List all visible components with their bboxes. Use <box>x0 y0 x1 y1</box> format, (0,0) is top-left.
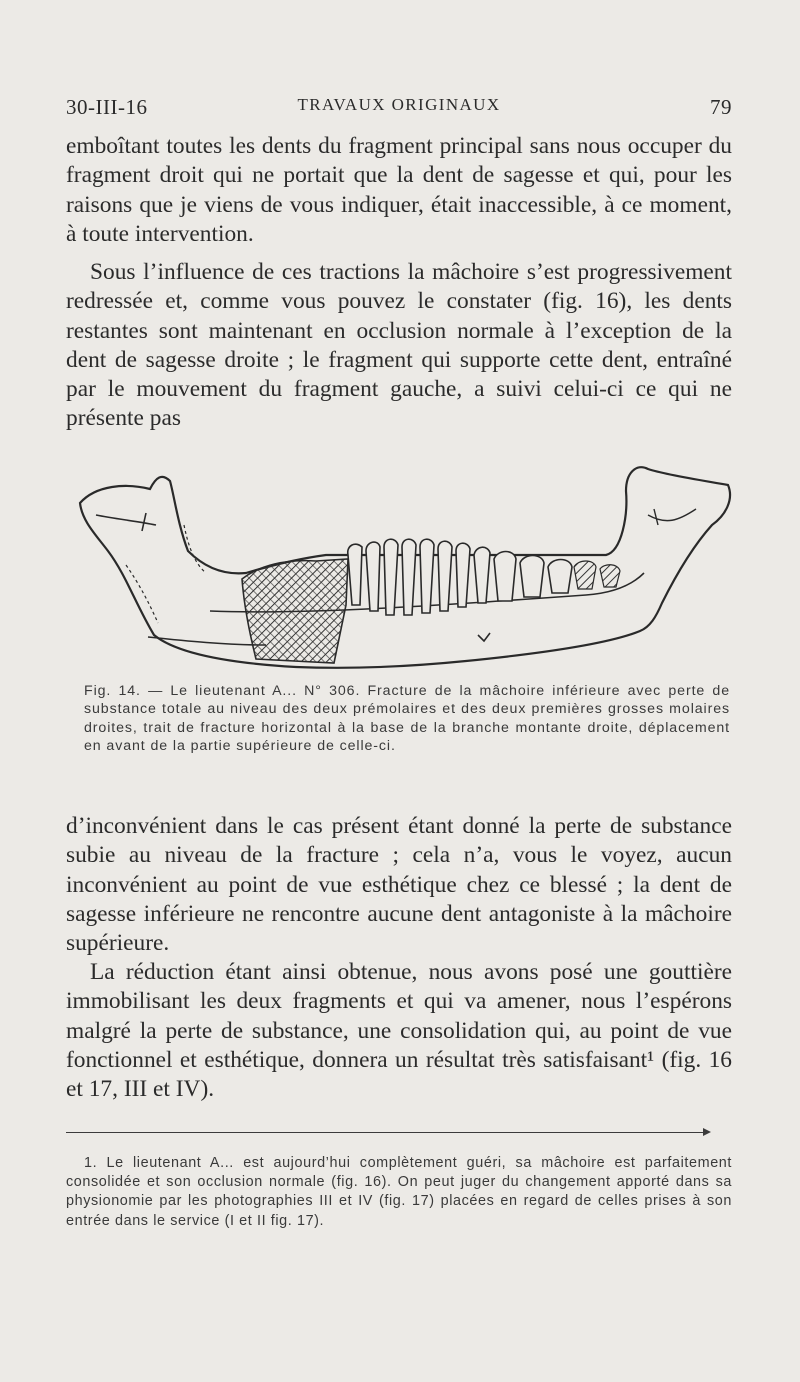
footnote-rule <box>66 1132 708 1133</box>
header-date: 30-III-16 <box>66 95 148 119</box>
jaw-fracture-figure <box>66 455 736 680</box>
footnote-text: 1. Le lieutenant A... est aujourd’hui complètement guéri, sa mâchoire est parfaitement consolidée et son occlusion normale (fig. 16). On peut juger du changement apporté dans sa physionomie par les photographies III et IV (fig. 17) placées en regard de celles prises à son entrée dans le service (I et II fig. 17). <box>66 1155 732 1229</box>
paragraph-1 <box>66 132 732 249</box>
page-number: 79 <box>710 95 732 119</box>
paragraph-3-text: d’inconvénient dans le cas présent étant donné la perte de substance subie au niveau de la fracture ; cela n’a, vous le voyez, aucun inconvénient au point de vue esthétique chez ce blessé ; la dent de sagesse inférieure ne rencontre aucune dent antagoniste à la mâchoire supérieure. <box>66 813 732 957</box>
figure-caption: Fig. 14. — Le lieutenant A... N° 306. Fracture de la mâchoire inférieure avec perte de substance totale au niveau des deux prémolaires et des deux premières grosses molaires droites, trait de fracture horizontal à la base de la branche montante droite, déplacement en avant de la partie supérieure de celle-ci. <box>84 683 730 754</box>
paragraph-2-text: Sous l’influence de ces tractions la mâchoire s’est progressivement redressée et, comme vous pouvez le constater (fig. 16), les dents restantes sont maintenant en occlusion normale à l’exception de la dent de sagesse droite ; le fragment qui supporte cette dent, entraîné par le mouvement du fragment gauche, a suivi celui-ci ce qui ne présente pas <box>66 259 732 432</box>
paragraph-2 <box>66 258 732 434</box>
paragraph-4 <box>66 958 732 1104</box>
jaw-drawing <box>66 455 736 680</box>
footnote-rule-end <box>703 1128 711 1136</box>
paragraph-3 <box>66 812 732 958</box>
paragraph-1-text: emboîtant toutes les dents du fragment principal sans nous occuper du fragment droit qui ne portait que la dent de sagesse et qui, pour les raisons que je viens de vous indiquer, était inaccessible, à ce moment, à toute intervention. <box>66 133 732 247</box>
footnote <box>66 1154 732 1231</box>
paragraph-4-text: La réduction étant ainsi obtenue, nous avons posé une gouttière immobilisant les deux fragments et qui va amener, nous l’espérons malgré la perte de substance, une consolidation qui, au point de vue fonctionnel et esthétique, donnera un résultat très satisfaisant¹ (fig. 16 et 17, III et IV). <box>66 959 732 1103</box>
running-header <box>66 95 732 125</box>
header-running-title: TRAVAUX ORIGINAUX <box>297 95 501 114</box>
